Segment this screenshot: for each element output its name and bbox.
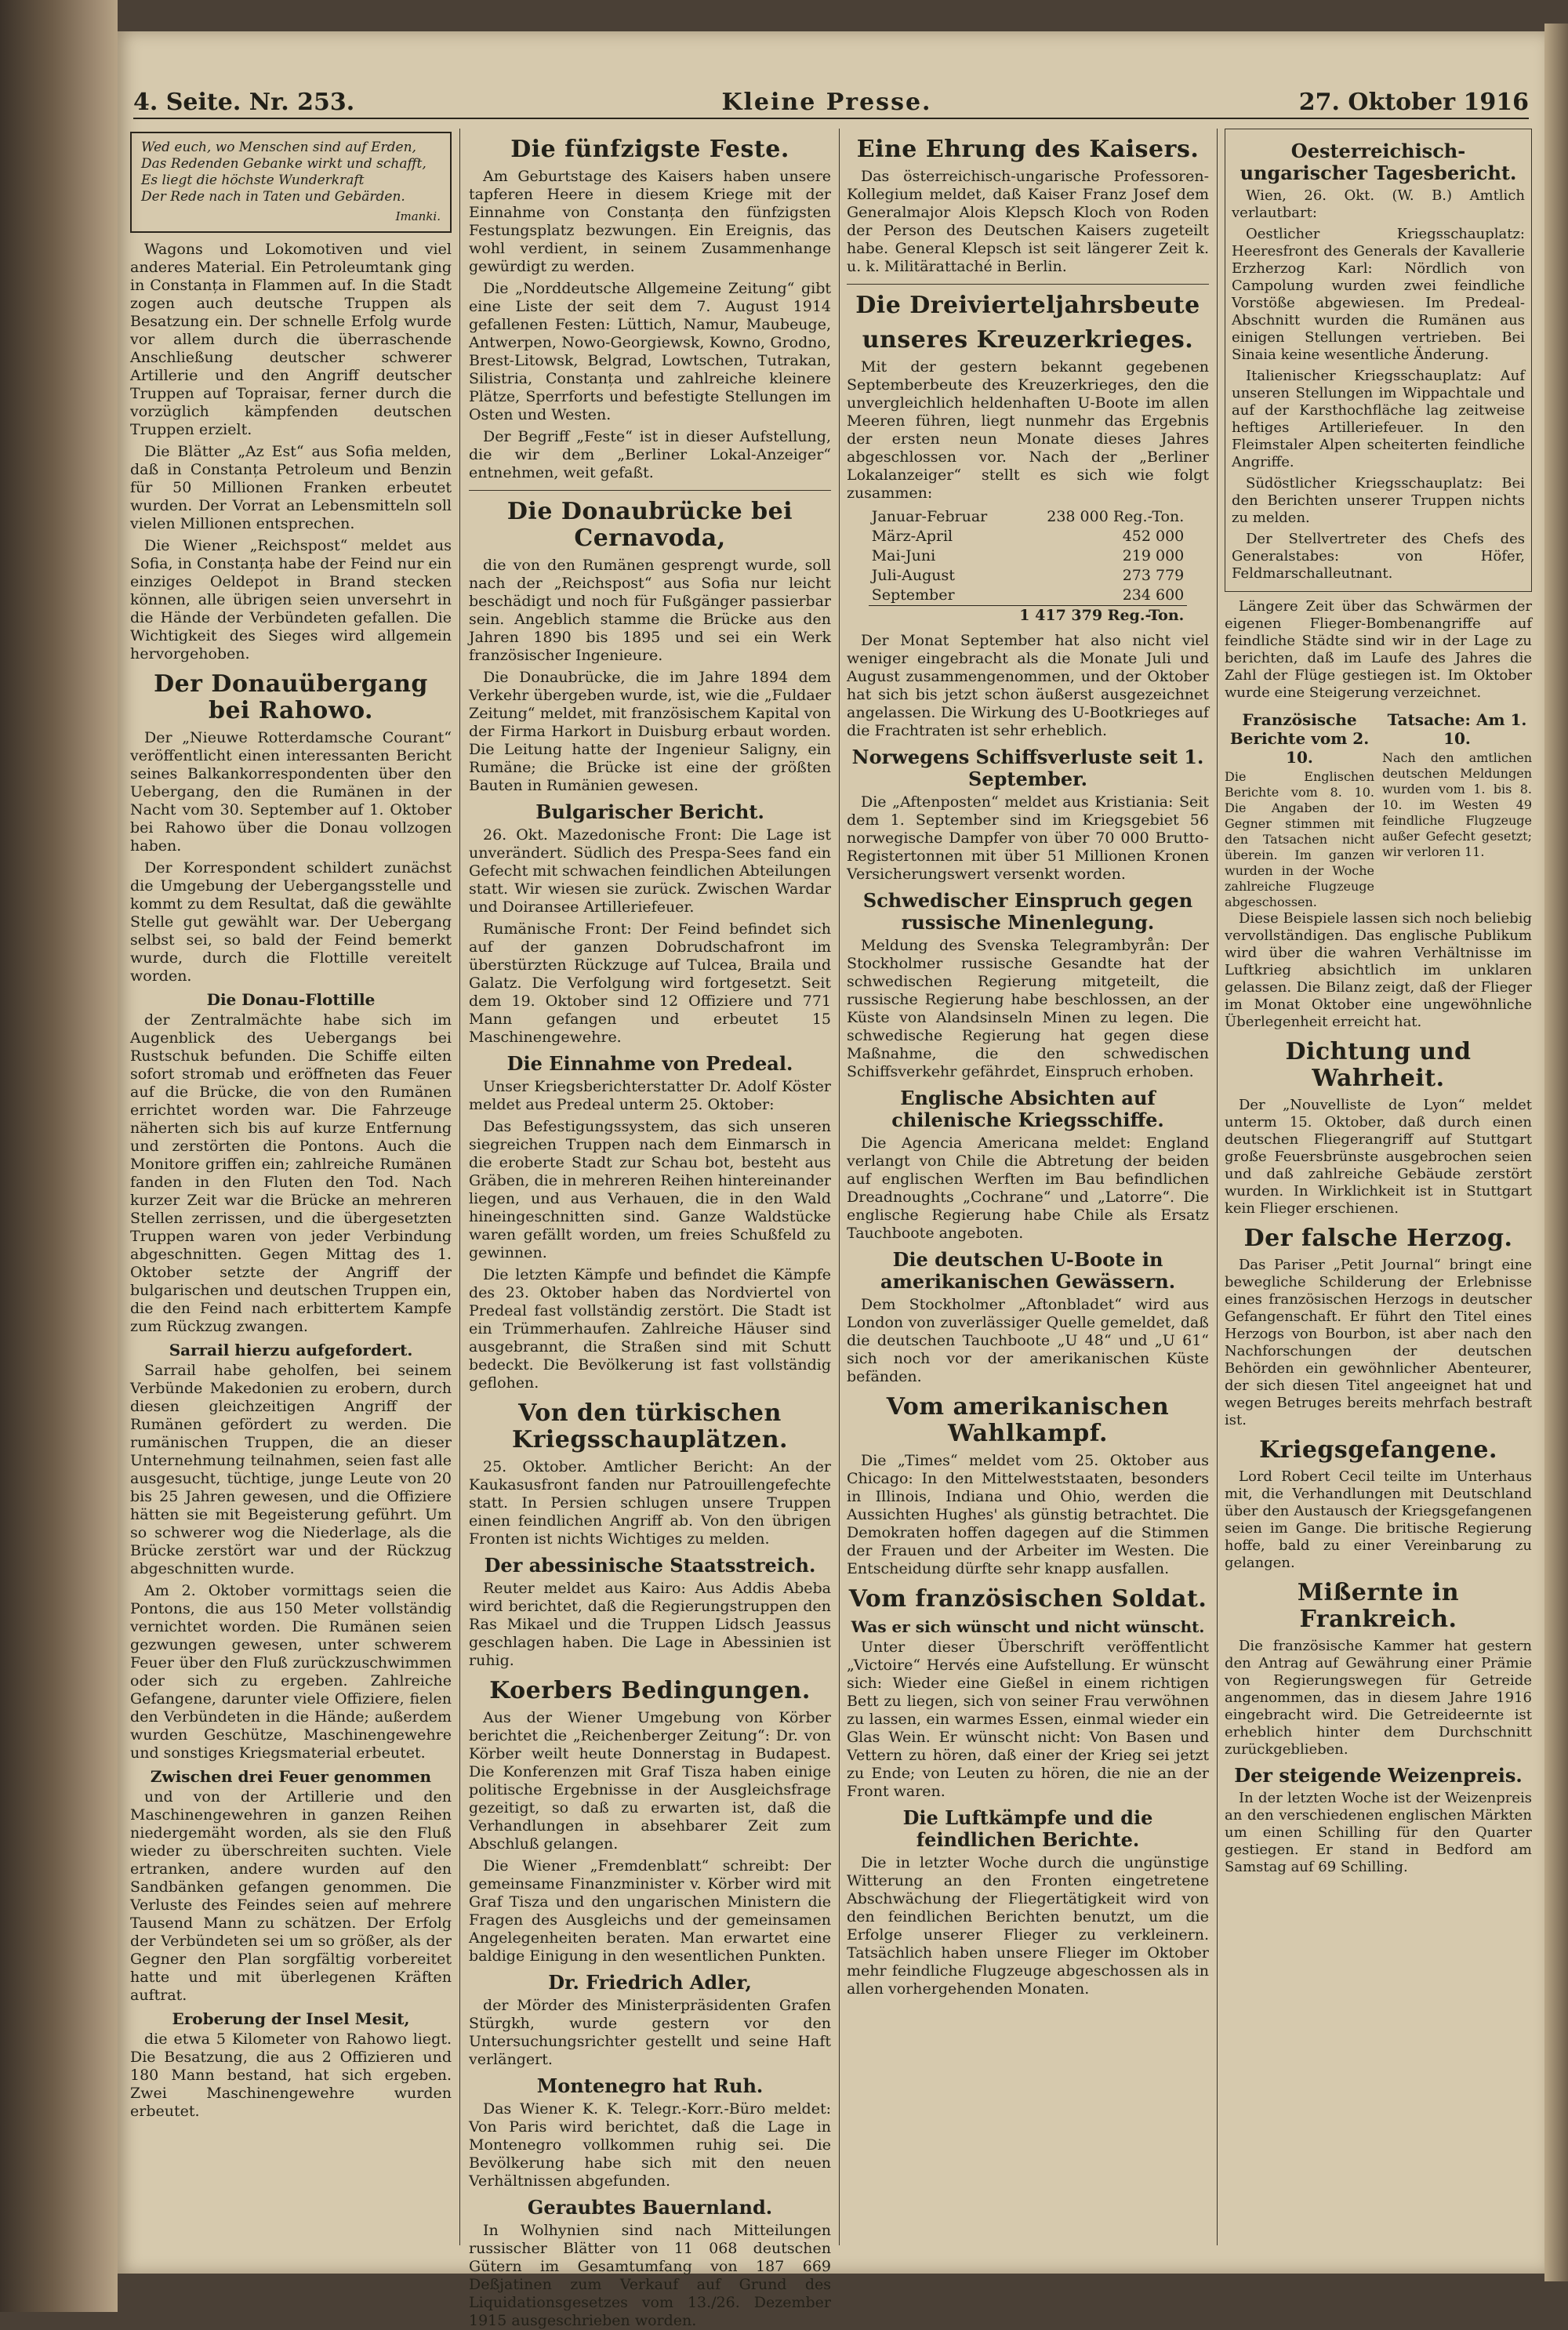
headline-norway-losses: Norwegens Schiffsverluste seit 1. September. [851, 746, 1204, 790]
headline-chile-warships: Englische Absichten auf chilenische Kriegsschiffe. [891, 1087, 1164, 1131]
table-cell-tonnage: 452 000 [1122, 528, 1185, 545]
table-row [869, 507, 1188, 527]
report-signature: Der Stellvertreter des Chefs des Generalstabes: von Höfer, Feldmarschalleutnant. [1232, 531, 1525, 582]
headline-false-duke: Der falsche Herzog. [1243, 1225, 1513, 1252]
article-paragraph: die von den Rumänen gesprengt wurde, soll nach der „Reichspost“ aus Sofia nur leicht beschädigt und noch für Fußgänger passierbar sein. Angeblich stamme die Brücke aus den Jahren 1890 bis 1895 und sei ein Werk französischer Ingenieure. [469, 557, 831, 664]
headline-crop-failure: Mißernte in Frankreich. [1297, 1579, 1460, 1633]
article-paragraph: Die französische Kammer hat gestern den Antrag auf Gewährung einer Prämie von Regierungswegen für Getreide angenommen, das in diesem Jahre 1916 eingebracht wird. Die Getreideernte ist erheblich hinter dem Durchschnitt zurückgeblieben. [1225, 1638, 1532, 1758]
headline-uboats-america: Die deutschen U-Boote in amerikanischen Gewässern. [880, 1248, 1176, 1293]
article-paragraph: Am Geburtstage des Kaisers haben unsere tapferen Heere in diesem Kriege mit der Einnahme von Constanța den fünfzigsten Festungsplatz bezwungen. Ein Ereignis, das wohl verdient, in seinem Zusammenhange gewürdigt zu werden. [469, 168, 831, 275]
article-paragraph: In Wolhynien sind nach Mitteilungen russischer Blätter von 11 068 deutschen Gütern im Gesamtumfang von 187 669 Deßjatinen zum Verkauf auf Grund des Liquidationsgesetzes vom 13./26. Dezember 1915 ausgeschrieben worden. [469, 2222, 831, 2329]
article-paragraph: Der Begriff „Feste“ ist in dieser Aufstellung, die wir dem „Berliner Lokal-Anzeiger“ entnehmen, weit gefaßt. [469, 428, 831, 481]
article-paragraph: und von der Artillerie und den Maschinengewehren in ganzen Reihen niedergemäht worden, als sie den Fluß wieder zu überschreiten suchten. Viele ertranken, andere wurden auf den Sandbänken gefangen genommen. Die Verluste des Feindes seien auf mehrere Tausend Mann zu schätzen. Der Erfolg der Verbündeten sei um so größer, als der Gegner den Plan sorgfältig vorbereitet hatte und mit überlegenen Kräften auftrat. [130, 1788, 452, 2004]
subhead: Zwischen drei Feuer genommen [150, 1767, 432, 1786]
comparison-left [1225, 706, 1374, 910]
newspaper-page [118, 31, 1544, 2329]
headline-prisoners: Kriegsgefangene. [1259, 1436, 1497, 1464]
article-paragraph: Die letzten Kämpfe und befindet die Kämpfe des 23. Oktober haben das Nordviertel von Predeal fast vollständig zerstört. Die Stadt ist ein Trümmerhaufen. Zahlreiche Häuser sind ausgebrannt, die Straßen sind mit Schutt bedeckt. Die Bevölkerung ist fast vollständig geflohen. [469, 1266, 831, 1392]
column-2 [469, 129, 831, 2329]
headline-bulgarian-report: Bulgarischer Bericht. [535, 800, 764, 823]
column-rule [459, 129, 460, 2245]
article-paragraph: Dem Stockholmer „Aftonbladet“ wird aus London von zuverlässiger Quelle gemeldet, daß die deutschen Tauchboote „U 48“ und „U 61“ sich noch vor der amerikanischen Küste befänden. [847, 1296, 1209, 1385]
article-paragraph: Unser Kriegsberichterstatter Dr. Adolf Köster meldet aus Predeal unterm 25. Oktober: [469, 1078, 831, 1113]
article-paragraph: Die Donaubrücke, die im Jahre 1894 dem Verkehr übergeben wurde, ist, wie die „Fuldaer Zeitung“ meldet, mit französischem Kapital von der Firma Harkort in Duisburg erbaut worden. Die Leitung hatte der Ingenieur Saligny, ein Rumäne; die Brücke ist eine der größten Bauten in Rumänien gewesen. [469, 669, 831, 794]
headline-air-battles: Die Luftkämpfe und die feindlichen Berichte. [902, 1806, 1153, 1851]
article-paragraph: Südöstlicher Kriegsschauplatz: Bei den Berichten unserer Truppen nichts zu melden. [1232, 475, 1525, 526]
section-divider [847, 284, 1209, 285]
headline-austro-hungarian-report: Oesterreichisch-ungarischer Tagesbericht. [1240, 140, 1517, 184]
motto-line: Das Redenden Gebanke wirkt und schafft, [141, 156, 426, 172]
motto-signature: Imanki. [395, 209, 441, 223]
table-cell-tonnage: 219 000 [1122, 547, 1185, 564]
article-paragraph: Meldung des Svenska Telegrambyrån: Der Stockholmer russische Gesandte hat der schwedischen Regierung mitgeteilt, die russische Regierung habe beschlossen, an der Küste von Alandsinseln Minen zu legen. Die schwedische Regierung hat gegen diese Maßnahme, die den schwedischen Schiffsverkehr gefährdet, Einspruch erhoben. [847, 937, 1209, 1080]
headline-abyssinia: Der abessinische Staatsstreich. [484, 1554, 816, 1577]
article-paragraph: Wien, 26. Okt. (W. B.) Amtlich verlautbart: [1232, 187, 1525, 221]
motto-line: Der Rede nach in Taten und Gebärden. [141, 189, 405, 205]
headline-farmland: Geraubtes Bauernland. [527, 2196, 773, 2219]
subhead: Sarrail hierzu aufgefordert. [169, 1341, 413, 1359]
page-header [133, 86, 1529, 119]
headline-fiction-truth: Dichtung und Wahrheit. [1285, 1038, 1472, 1092]
headline-predeal: Die Einnahme von Predeal. [506, 1052, 793, 1075]
article-paragraph: der Zentralmächte habe sich im Augenblick des Uebergangs bei Rustschuk befunden. Die Schiffe eilten sofort stromab und eröffneten das Feuer auf die Brücke, die von den Rumänen errichtet worden war. Die Fahrzeuge näherten sich bis auf kurze Entfernung und zerstörten die Pontons. Auch die Monitore griffen ein; zahlreiche Rumänen fanden in den Fluten den Tod. Nach kurzer Zeit war die Brücke an mehreren Stellen zerrissen, und die übergesetzten Truppen waren von jeder Verbindung abgeschnitten. Gegen Mittag des 1. Oktober setzte der Angriff der bulgarischen und deutschen Truppen ein, die den Feind nach erbittertem Kampfe zum Rückzug zwangen. [130, 1011, 452, 1335]
book-binding [0, 0, 118, 2312]
tonnage-table [869, 507, 1188, 626]
table-row [869, 527, 1188, 546]
motto-line: Wed euch, wo Menschen sind auf Erden, [141, 140, 416, 155]
motto-box [130, 132, 452, 233]
subhead: Eroberung der Insel Mesit, [172, 2009, 410, 2028]
article-paragraph: Diese Beispiele lassen sich noch beliebig vervollständigen. Das englische Publikum wird über die wahren Verhältnisse im Luftkrieg absichtlich im unklaren gelassen. Die Bilanz zeigt, daß der Flieger im Monat Oktober eine ungewöhnliche Überlegenheit erreicht hat. [1225, 910, 1532, 1030]
headline-swedish-protest: Schwedischer Einspruch gegen russische Minenlegung. [862, 889, 1193, 934]
article-paragraph: Reuter meldet aus Kairo: Aus Addis Abeba wird berichtet, daß die Regierungstruppen den Ras Mikael und die Truppen Lidsch Jeassus geschlagen haben. Die Lage in Abessinien ist ruhig. [469, 1580, 831, 1669]
subhead: Französische Berichte vom 2. 10. [1229, 710, 1370, 767]
article-paragraph: Das österreichisch-ungarische Professoren-Kollegium meldet, daß Kaiser Franz Josef dem Generalmajor Alois Klepsch Kloch von Roden der Person des Deutschen Kaisers zugeteilt habe. General Klepsch ist seit längerer Zeit k. u. k. Militärattaché in Berlin. [847, 168, 1209, 275]
page-number: 4. Seite. Nr. 253. [133, 88, 355, 116]
article-paragraph: Längere Zeit über das Schwärmen der eigenen Flieger-Bombenangriffe auf feindliche Städte sind wir in der Lage zu berichten, daß im Laufe des Jahres die Zahl der Flüge gestiegen ist. Im Oktober wurde eine Steigerung verzeichnet. [1225, 598, 1532, 701]
issue-date: 27. Oktober 1916 [1298, 88, 1529, 116]
article-paragraph: Das Wiener K. K. Telegr.-Korr.-Büro meldet: Von Paris wird berichtet, daß die Lage in Montenegro vollkommen ruhig sei. Die Bevölkerung habe sich mit den neuen Verhältnissen abgefunden. [469, 2100, 831, 2190]
article-paragraph: Der Korrespondent schildert zunächst die Umgebung der Uebergangsstelle und kommt zu dem Resultat, daß die gewählte Stelle gut gewählt war. Der Uebergang selbst sei, so bald der Feind bemerkt wurde, durch die Flottille vereitelt worden. [130, 859, 452, 985]
article-paragraph: Das Pariser „Petit Journal“ bringt eine bewegliche Schilderung der Erlebnisse eines französischen Herzogs in deutscher Gefangenschaft. Er führt den Titel eines Herzogs von Bourbon, ist aber nach den Nachforschungen der deutschen Behörden ein gewöhnlicher Abenteurer, der sich diesen Titel angeeignet hat und wegen Betruges bereits mehrfach bestraft ist. [1225, 1257, 1532, 1428]
motto-line: Es liegt die höchste Wunderkraft [141, 172, 365, 188]
article-paragraph: Am 2. Oktober vormittags seien die Pontons, die aus 150 Meter vollständig vernichtet worden. Die Rumänen seien gezwungen gewesen, unter schwerem Feuer über den Fluß zurückzuschwimmen oder sich zu ergeben. Zahlreiche Gefangene, darunter viele Offiziere, fielen den Verbündeten in die Hände; außerdem wurden Geschütze, Maschinengewehre und sonstiges Kriegsmaterial erbeutet. [130, 1582, 452, 1762]
article-paragraph: Lord Robert Cecil teilte im Unterhaus mit, die Verhandlungen mit Deutschland über den Austausch der Kriegsgefangenen seien im Gange. Die britische Regierung hoffe, bald zu einer Vereinbarung zu gelangen. [1225, 1468, 1532, 1571]
article-paragraph: die etwa 5 Kilometer von Rahowo liegt. Die Besatzung, die aus 2 Offizieren und 180 Mann bestand, hat sich ergeben. Zwei Maschinengewehre wurden erbeutet. [130, 2031, 452, 2120]
article-paragraph: Die „Times“ meldet vom 25. Oktober aus Chicago: In den Mittelweststaaten, besonders in Illinois, Indiana und Ohio, werden die Aussichten Hughes' als günstig betrachtet. Die Demokraten hoffen dagegen auf die Stimmen der Frauen und der Arbeiter im Westen. Die Entscheidung dürfte sehr knapp ausfallen. [847, 1452, 1209, 1577]
table-cell-period: Mai-Juni [871, 547, 936, 564]
comparison-text: Die Englischen Berichte vom 8. 10. Die Angaben der Gegner stimmen mit den Tatsachen nicht überein. Im ganzen wurden in der Woche zahlreiche Flugzeuge abgeschossen. [1225, 769, 1374, 909]
article-paragraph: Die Blätter „Az Est“ aus Sofia melden, daß in Constanța Petroleum und Benzin für 50 Millionen Franken erbeutet wurden. Der Vorrat an Lebensmitteln soll vielen Millionen entsprechen. [130, 443, 452, 532]
column-1 [130, 129, 452, 2245]
headline-fifty-fortresses: Die fünfzigste Feste. [510, 136, 789, 163]
daily-report-box [1225, 129, 1532, 592]
article-paragraph: Mit der gestern bekannt gegebenen Septemberbeute des Kreuzerkrieges, den die unvergleichlich heldenhaften U-Boote im allen Meeren führen, liegt nunmehr das Ergebnis der ersten neun Monate dieses Jahres abgeschlossen vor. Nach der „Berliner Lokalanzeiger“ stellt es sich wie folgt zusammen: [847, 358, 1209, 502]
article-paragraph: Rumänische Front: Der Feind befindet sich auf der ganzen Dobrudschafront im überstürzten Rückzuge auf Tulcea, Braila und Galatz. Die Verfolgung wird fortgesetzt. Seit dem 19. Oktober sind 12 Offiziere und 771 Mann gefangen und erbeutet 15 Maschinengewehre. [469, 920, 831, 1046]
table-row [869, 546, 1188, 566]
headline-koerber: Koerbers Bedingungen. [489, 1677, 811, 1704]
table-cell-tonnage: 273 779 [1122, 567, 1185, 584]
article-paragraph: der Mörder des Ministerpräsidenten Grafen Stürgkh, wurde gestern vor den Untersuchungsrichter gestellt und seine Haft verlängert. [469, 1997, 831, 2068]
table-cell-tonnage: 238 000 Reg.-Ton. [1047, 508, 1185, 525]
article-paragraph: Die Wiener „Reichspost“ meldet aus Sofia, in Constanța habe der Feind nur ein einziges Oeldepot in Brand stecken können, alle übrigen seien unversehrt in die Hände der Verbündeten gefallen. Die Wichtigkeit des Sieges wird allgemein hervorgehoben. [130, 537, 452, 662]
table-row [869, 566, 1188, 586]
page-edge [1544, 24, 1568, 2281]
article-paragraph: In der letzten Woche ist der Weizenpreis an den verschiedenen englischen Märkten um einen Schilling für den Quarter gestiegen. Er stand in Bedford am Samstag auf 69 Schilling. [1225, 1790, 1532, 1875]
article-paragraph: Das Befestigungssystem, das sich unseren siegreichen Truppen nach dem Einmarsch in die eroberte Stadt zur Schau bot, besteht aus Gräben, die in mehreren Reihen hintereinander liegen, und aus Verhauen, die in den Wald hineingeschnitten sind. Ganze Waldstücke waren gefällt worden, um freies Schußfeld zu gewinnen. [469, 1118, 831, 1261]
article-paragraph: Der „Nouvelliste de Lyon“ meldet unterm 15. Oktober, daß durch einen deutschen Fliegerangriff auf Stuttgart große Feuersbrünste ausgebrochen seien und daß zahlreiche Gebäude zerstört wurden. In Wirklichkeit ist in Stuttgart kein Flieger erschienen. [1225, 1097, 1532, 1217]
article-paragraph: Wagons und Lokomotiven und viel anderes Material. Ein Petroleumtank ging in Constanța in Flammen auf. In die Stadt zogen auch deutsche Truppen als Besatzung ein. Der schnelle Erfolg wurde vor allem durch die überraschende Anschließung deutscher schwerer Artillerie und den Angriff deutscher Truppen auf Topraisar, ferner durch die vorzüglich kämpfenden deutschen Truppen erzielt. [130, 241, 452, 438]
table-cell-period: September [871, 586, 955, 604]
article-paragraph: Die „Norddeutsche Allgemeine Zeitung“ gibt eine Liste der seit dem 7. August 1914 gefallenen Festen: Lüttich, Namur, Maubeuge, Antwerpen, Nowo-Georgiewsk, Kowno, Grodno, Brest-Litowsk, Belgrad, Lowtschen, Tutrakan, Silistria, Constanța und zahlreiche kleinere Plätze, Sperrforts und befestigte Stellungen im Osten und Westen. [469, 280, 831, 423]
table-cell-period: Januar-Februar [871, 508, 988, 525]
comparison-text: Nach den amtlichen deutschen Meldungen wurden vom 1. bis 8. 10. im Westen 49 feindliche Flugzeuge außer Gefecht gesetzt; wir verloren 11. [1382, 750, 1532, 859]
subhead: Die Donau-Flottille [206, 990, 376, 1009]
article-paragraph: Italienischer Kriegsschauplatz: Auf unseren Stellungen im Wippachtale und auf der Karsthochfläche lag zeitweise heftiges Artilleriefeuer. In den Fleimstaler Alpen scheiterten feindliche Angriffe. [1232, 368, 1525, 470]
column-rule [839, 129, 840, 2245]
table-cell-period: Juli-August [871, 567, 955, 584]
masthead: Kleine Presse. [721, 88, 932, 116]
headline-wheat-price: Der steigende Weizenpreis. [1234, 1764, 1523, 1787]
table-cell-tonnage: 234 600 [1122, 586, 1185, 604]
headline-cernavoda-bridge: Die Donaubrücke bei Cernavoda, [506, 498, 793, 552]
table-total: 1 417 379 Reg.-Ton. [1001, 606, 1187, 626]
table-row [869, 586, 1188, 606]
comparison-right [1382, 706, 1532, 910]
column-rule [1217, 129, 1218, 2245]
subhead: Tatsache: Am 1. 10. [1387, 710, 1527, 748]
article-paragraph: 25. Oktober. Amtlicher Bericht: An der Kaukasusfront fanden nur Patrouillengefechte statt. In Persien schlugen unsere Truppen einen feindlichen Angriff ab. Von den übrigen Fronten ist nichts Wichtiges zu melden. [469, 1458, 831, 1548]
section-divider [469, 490, 831, 491]
article-paragraph: Oestlicher Kriegsschauplatz: Heeresfront des Generals der Kavallerie Erzherzog Karl: Nördlich von Campolung wurden zwei feindliche Vorstöße abgewiesen. Im Predeal-Abschnitt wurden die Rumänen aus einigen Stellungen vertrieben. Bei Sinaia keine wesentliche Änderung. [1232, 226, 1525, 363]
article-paragraph: Der Monat September hat also nicht viel weniger eingebracht als die Monate Juli und August zusammengenommen, und der Oktober hat sich bis jetzt schon äußerst ausgezeichnet angelassen. Die Wirkung des U-Bootkrieges auf die Frachtraten ist sehr erheblich. [847, 632, 1209, 739]
headline-kaiser-honor: Eine Ehrung des Kaisers. [856, 136, 1200, 163]
table-total-row [869, 606, 1188, 626]
headline-us-election: Vom amerikanischen Wahlkampf. [886, 1393, 1170, 1447]
article-paragraph: Die Wiener „Fremdenblatt“ schreibt: Der gemeinsame Finanzminister v. Körber wird mit Graf Tisza und den ungarischen Ministern die Fragen des Ausgleichs und der gemeinsamen Angelegenheiten beraten. Man erwartet eine baldige Einigung in den wesentlichen Punkten. [469, 1857, 831, 1965]
column-3 [847, 129, 1209, 2245]
article-paragraph: Aus der Wiener Umgebung von Körber berichtet die „Reichenberger Zeitung“: Dr. von Körber weilt heute Donnerstag in Budapest. Die Konferenzen mit Graf Tisza haben einige politische Ergebnisse in der Ausgleichsfrage gezeitigt, so daß zu erwarten ist, daß die Verhandlungen in absehbarer Zeit zum Abschluß gelangen. [469, 1709, 831, 1853]
article-paragraph: Sarrail habe geholfen, bei seinem Verbünde Makedonien zu erobern, durch diesen gleichzeitigen Angriff der Rumänen gefördert zu werden. Die rumänischen Truppen, die an dieser Unternehmung teilnahmen, seien fast alle ausgesucht, tüchtige, junge Leute von 20 bis 25 Jahren gewesen, und die Offiziere hätten sie mit Begeisterung geführt. Um so schwerer wog die Niederlage, als die Brücke zerstört war und der Rückzug abgeschnitten wurde. [130, 1362, 452, 1577]
headline-french-soldier: Vom französischen Soldat. [848, 1585, 1207, 1613]
article-paragraph: Die „Aftenposten“ meldet aus Kristiania: Seit dem 1. September sind im Kriegsgebiet 56 norwegische Dampfer von über 70 000 Brutto-Registertonnen mit über 51 Millionen Kronen Versicherungswert versenkt worden. [847, 793, 1209, 883]
article-paragraph: Die in letzter Woche durch die ungünstige Witterung an den Fronten eingetretene Abschwächung der Fliegertätigkeit wird von den feindlichen Berichten benutzt, um die Erfolge unserer Flieger zu verkleinern. Tatsächlich haben unsere Flieger im Oktober mehr feindliche Flugzeuge abgeschossen als in allen vorhergehenden Monaten. [847, 1854, 1209, 1998]
headline-adler: Dr. Friedrich Adler, [548, 1971, 752, 1994]
headline-danube-crossing: Der Donauübergang bei Rahowo. [154, 670, 428, 724]
article-paragraph: Unter dieser Überschrift veröffentlicht „Victoire“ Hervés eine Aufstellung. Er wünscht sich: Wieder eine Gießel in einem richtigen Bett zu liegen, sich von seiner Frau verwöhnen zu lassen, ein warmes Essen, einmal wieder ein Glas Wein. Er wünscht nicht: Von Basen und Vettern zu hören, daß einer der Krieg sei jetzt zu Ende; von Leuten zu hören, die nie an der Front waren. [847, 1639, 1209, 1800]
headline-turkish-fronts: Von den türkischen Kriegsschauplätzen. [512, 1399, 788, 1454]
article-paragraph: Der „Nieuwe Rotterdamsche Courant“ veröffentlicht einen interessanten Bericht seines Balkankorrespondenten über den Uebergang, den die Rumänen in der Nacht vom 30. September auf 1. Oktober bei Rahowo über die Donau vollzogen haben. [130, 729, 452, 855]
headline-cruiser-war-line2: unseres Kreuzerkrieges. [862, 326, 1194, 354]
headline-cruiser-war: Die Dreivierteljahrsbeute [855, 292, 1200, 319]
column-4 [1225, 129, 1532, 2245]
article-paragraph: 26. Okt. Mazedonische Front: Die Lage ist unverändert. Südlich des Prespa-Sees fand ein Gefecht mit schwachen feindlichen Abteilungen statt. Wir wiesen sie zurück. Zwischen Wardar und Doiransee Artilleriefeuer. [469, 826, 831, 916]
comparison-columns [1225, 706, 1532, 910]
table-cell-period: März-April [871, 528, 953, 545]
article-paragraph: Die Agencia Americana meldet: England verlangt von Chile die Abtretung der beiden auf englischen Werften im Bau befindlichen Dreadnoughts „Cochrane“ und „Latorre“. Die englische Regierung habe Chile als Ersatz Tauchboote angeboten. [847, 1134, 1209, 1242]
subhead: Was er sich wünscht und nicht wünscht. [851, 1617, 1205, 1636]
headline-montenegro: Montenegro hat Ruh. [536, 2074, 764, 2097]
